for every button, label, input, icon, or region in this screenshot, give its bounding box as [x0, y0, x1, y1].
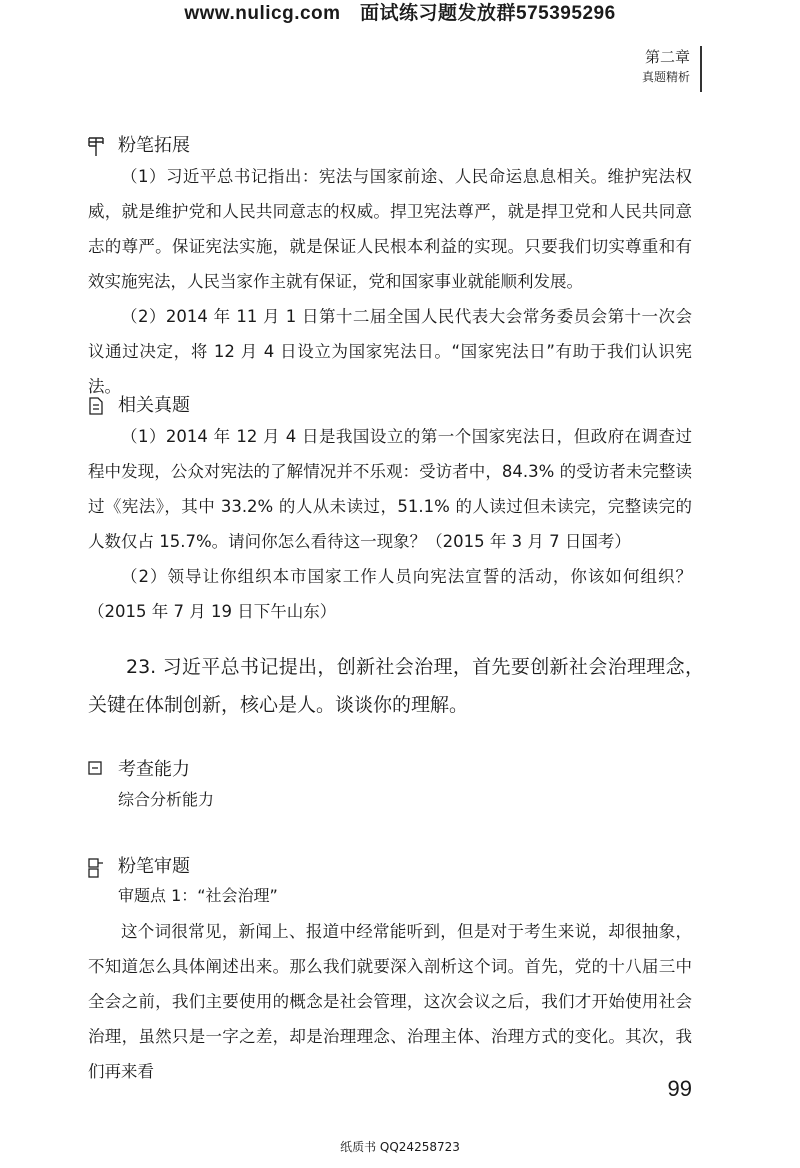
extension-title: 粉笔拓展	[118, 135, 190, 156]
footer-note: 纸质书 QQ24258723	[340, 1140, 460, 1154]
chapter-title: 第二章	[644, 48, 690, 66]
document-icon	[88, 397, 104, 415]
page-number: 99	[667, 1076, 692, 1101]
question-text: 23. 习近平总书记提出，创新社会治理，首先要创新社会治理理念，关键在体制创新，核心是人。谈谈你的理解。	[88, 656, 704, 716]
chapter-header	[642, 47, 690, 87]
review-heading	[88, 855, 190, 879]
extension-body	[88, 159, 692, 404]
related-heading	[88, 394, 190, 418]
ability-heading	[88, 758, 190, 782]
extension-paragraph-1: （1）习近平总书记指出：宪法与国家前途、人民命运息息相关。维护宪法权威，就是维护党和人民共同意志的权威。捍卫宪法尊严，就是捍卫党和人民共同意志的尊严。保证宪法实施，就是保证人民根本利益的实现。只要我们切实尊重和有效实施宪法，人民当家作主就有保证，党和国家事业就能顺利发展。	[88, 167, 692, 291]
extension-paragraph-2: （2）2014 年 11 月 1 日第十二届全国人民代表大会常务委员会第十一次会议通过决定，将 12 月 4 日设立为国家宪法日。“国家宪法日”有助于我们认识宪法。	[88, 307, 692, 396]
extension-heading	[88, 134, 190, 158]
bookmark-grid-icon	[88, 137, 104, 155]
header-divider	[700, 46, 702, 92]
review-paragraph: 这个词很常见，新闻上、报道中经常能听到，但是对于考生来说，却很抽象，不知道怎么具体阐述出来。那么我们就要深入剖析这个词。首先，党的十八届三中全会之前，我们主要使用的概念是社会管理，这次会议之后，我们才开始使用社会治理，虽然只是一字之差，却是治理理念、治理主体、治理方式的变化。其次，我们再来看	[88, 922, 692, 1081]
question-23	[88, 648, 704, 724]
review-grid-icon	[88, 858, 104, 876]
ability-value: 综合分析能力	[118, 790, 215, 809]
watermark-banner: www.nulicg.com 面试练习题发放群575395296	[184, 3, 616, 24]
review-title: 粉笔审题	[118, 856, 190, 877]
related-title: 相关真题	[118, 395, 190, 416]
checkbox-icon	[88, 761, 104, 779]
related-paragraph-2: （2）领导让你组织本市国家工作人员向宪法宣誓的活动，你该如何组织？（2015 年 7 月 19 日下午山东）	[88, 567, 692, 621]
chapter-subtitle: 真题精析	[641, 70, 690, 84]
related-paragraph-1: （1）2014 年 12 月 4 日是我国设立的第一个国家宪法日，但政府在调查过程中发现，公众对宪法的了解情况并不乐观：受访者中，84.3% 的受访者未完整读过《宪法》，其中 33.2% 的人从未读过，51.1% 的人读过但未读完，完整读完的人数仅占 15.7%。请问你怎么看待这一现象？（2015 年 3 月 7 日国考）	[88, 427, 692, 551]
review-point: 审题点 1：“社会治理”	[118, 886, 278, 905]
review-body	[88, 914, 692, 1089]
ability-title: 考查能力	[118, 759, 190, 780]
related-body	[88, 419, 692, 629]
